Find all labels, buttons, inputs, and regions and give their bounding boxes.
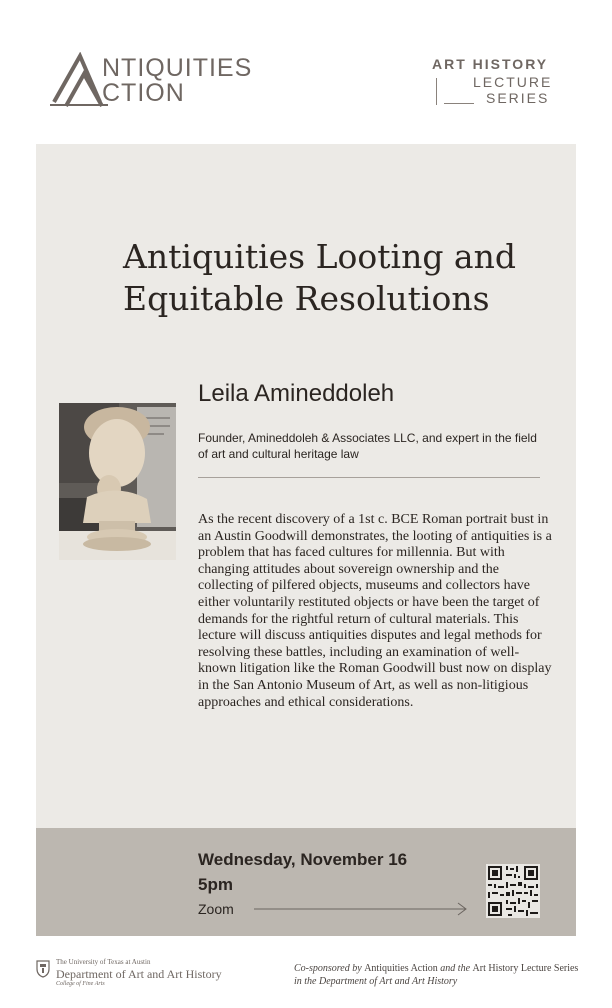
series-label-series: SERIES (486, 90, 550, 106)
series-label-lecture: LECTURE (473, 74, 553, 90)
lecture-abstract: As the recent discovery of a 1st c. BCE Roman portrait bust in an Austin Goodwill demonstrates, the looting of antiquities is a problem that has faced cultures for millennia. But with changing attitudes about sovereign ownership and the collecting of pilfered objects, museums and collectors have either voluntarily restituted objects or have been the target of demands for the rightful return of cultural materials. This lecture will discuss antiquities disputes and legal methods for resolving these battles, including an examination of well-known litigation like the Roman Goodwill bust now on display in the San Antonio Museum of Art, as well as non-litigious approaches and ethical considerations. (198, 512, 552, 710)
cosponsor-org1: Antiquities Action (364, 963, 438, 974)
logo-a-mark-icon (50, 52, 110, 108)
event-date: Wednesday, November 16 (198, 850, 408, 869)
arrow-right-icon (254, 902, 470, 916)
roman-bust-photo (59, 403, 176, 560)
lecture-series-mark (432, 56, 562, 106)
divider (198, 477, 540, 478)
lecture-title: Antiquities Looting and Equitable Resolutions (123, 237, 516, 318)
speaker-name: Leila Amineddoleh (198, 380, 395, 407)
ut-austin-department-logo (36, 958, 266, 992)
event-venue: Zoom (198, 901, 234, 917)
cosponsor-note (294, 962, 594, 988)
lecture-panel (36, 144, 576, 828)
cosponsor-line2: in the Department of Art and Art History (294, 976, 458, 987)
series-label-art-history: ART HISTORY (432, 56, 549, 72)
cosponsor-prefix: Co-sponsored by (294, 963, 365, 974)
cosponsor-org2: Art History Lecture Series (472, 963, 579, 974)
antiquities-action-logo (50, 52, 270, 112)
university-name: The University of Texas at Austin (56, 958, 151, 966)
speaker-affiliation: Founder, Amineddoleh & Associates LLC, and expert in the field of art and cultural heritage law (198, 431, 537, 461)
event-time: 5pm (198, 875, 233, 894)
logo-text-line1: NTIQUITIES (102, 54, 253, 82)
qr-code[interactable] (486, 864, 540, 918)
logo-text-line2: CTION (102, 79, 185, 107)
series-divider (436, 78, 437, 105)
series-underline (444, 103, 474, 104)
event-details-band (36, 828, 576, 936)
college-name: College of Fine Arts (56, 981, 105, 987)
ut-shield-icon (36, 960, 50, 978)
cosponsor-mid: and the (437, 963, 473, 974)
department-name: Department of Art and Art History (56, 967, 222, 981)
